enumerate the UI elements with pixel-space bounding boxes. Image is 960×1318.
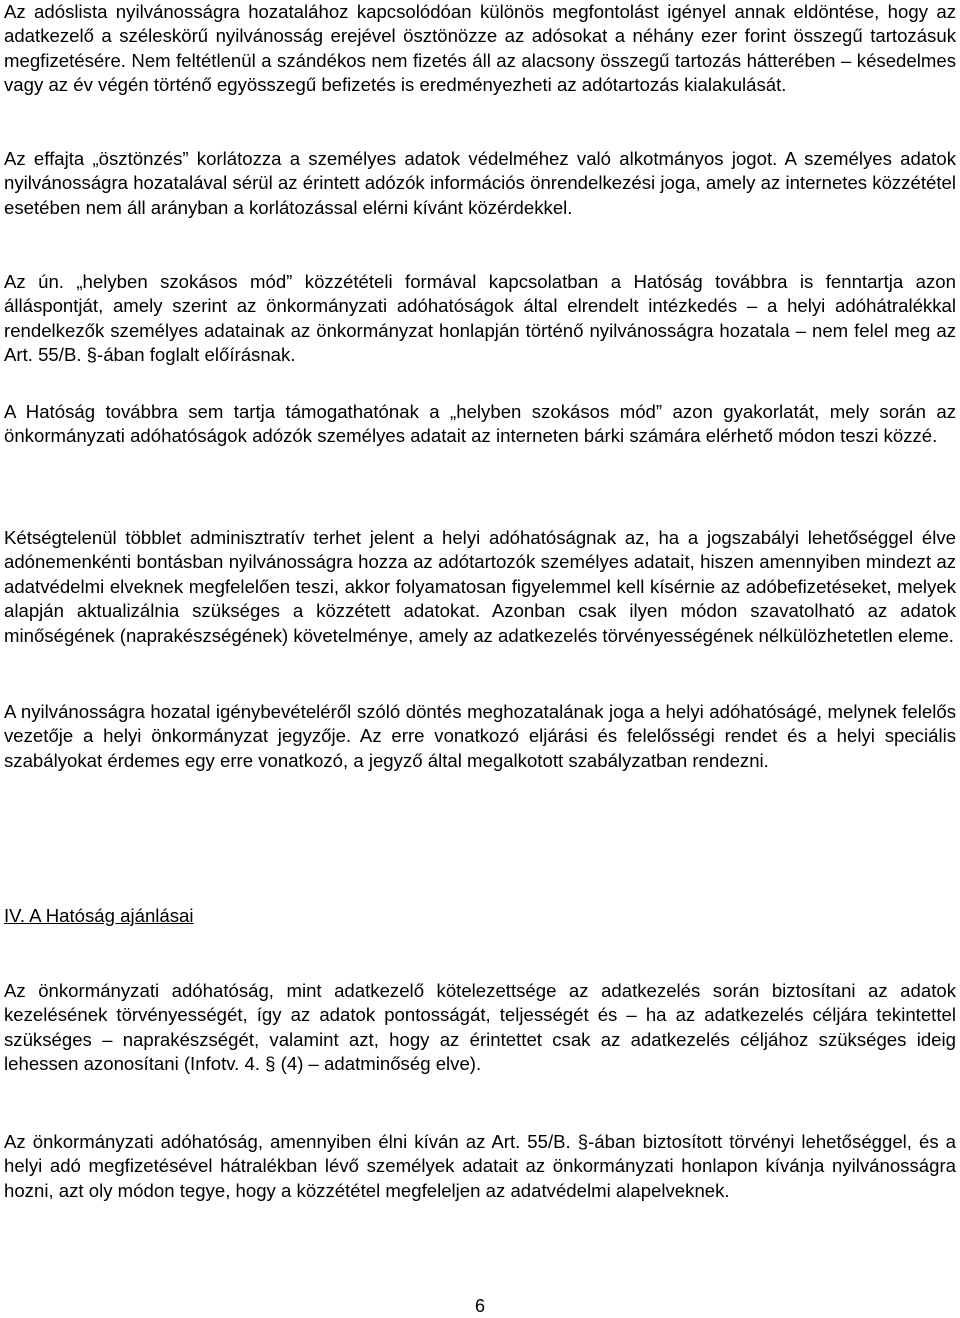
paragraph-admin-burden: Kétségtelenül többlet adminisztratív terhet jelent a helyi adóhatóságnak az, ha a jogszabályi lehetőséggel élve adónemenkénti bontásban nyilvánosságra hozza az adótartozók személyes adatait, hiszen amennyiben mindezt az adatvédelmi elveknek megfelelően teszi, akkor folyamatosan figyelemmel kell kísérnie az adóbefizetéseket, melyek alapján aktualizálnia szükséges a közzétett adatokat. Azonban csak ilyen módon szavatolható az adatok minőségének (naprakészségének) követelménye, amely az adatkezelés törvényességének nélkülözhetetlen eleme. (4, 527, 956, 646)
section-heading: IV. A Hatóság ajánlásai (4, 905, 194, 926)
paragraph-recommendation-1: Az önkormányzati adóhatóság, mint adatkezelő kötelezettsége az adatkezelés során biztosítani az adatok kezelésének törvényességét, így az adatok pontosságát, teljességét és – ha az adatkezelés céljára tekintettel szükséges – naprakészségét, valamint azt, hogy az érintettet csak az adatkezelés céljához szükséges ideig lehessen azonosítani (Infotv. 4. § (4) – adatminőség elve). (4, 980, 956, 1075)
paragraph-recommendation-2: Az önkormányzati adóhatóság, amennyiben élni kíván az Art. 55/B. §-ában biztosított törvényi lehetőséggel, és a helyi adó megfizetésével hátralékban lévő személyek adatait az önkormányzati honlapon kívánja nyilvánosságra hozni, azt oly módon tegye, hogy a közzététel megfeleljen az adatvédelmi alapelveknek. (4, 1131, 956, 1201)
paragraph-authority-position: A Hatóság továbbra sem tartja támogathatónak a „helyben szokásos mód” azon gyakorlatát, mely során az önkormányzati adóhatóságok adózók személyes adatait az interneten bárki számára elérhető módon teszi közzé. (4, 401, 956, 447)
paragraph-local-custom: Az ún. „helyben szokásos mód” közzétételi formával kapcsolatban a Hatóság továbbra is fenntartja azon álláspontját, amely szerint az önkormányzati adóhatóságok által elrendelt intézkedés – a helyi adóhátralékkal rendelkezők személyes adatainak az önkormányzat honlapján történő nyilvánosságra hozatala – nem felel meg az Art. 55/B. §-ában foglalt előírásnak. (4, 271, 956, 366)
paragraph-incentive: Az effajta „ösztönzés” korlátozza a személyes adatok védelméhez való alkotmányos jogot. A személyes adatok nyilvánosságra hozatalával sérül az érintett adózók információs önrendelkezési joga, amely az internetes közzététel esetében nem áll arányban a korlátozással elérni kívánt közérdekkel. (4, 148, 956, 218)
paragraph-decision-right: A nyilvánosságra hozatal igénybevételéről szóló döntés meghozatalának joga a helyi adóhatóságé, melynek felelős vezetője a helyi önkormányzat jegyzője. Az erre vonatkozó eljárási és felelősségi rendet és a helyi speciális szabályokat érdemes egy erre vonatkozó, a jegyző által megalkotott szabályzatban rendezni. (4, 701, 956, 771)
page-number: 6 (474, 1296, 485, 1316)
paragraph-debtor-list: Az adóslista nyilvánosságra hozatalához kapcsolódóan különös megfontolást igényel annak eldöntése, hogy az adatkezelő a széleskörű nyilvánosság erejével ösztönözze az adósokat a néhány ezer forint összegű tartozásuk megfizetésére. Nem feltétlenül a szándékos nem fizetés áll az alacsony összegű tartozás hátterében – késedelmes vagy az év végén történő egyösszegű befizetés is eredményezheti az adótartozás kialakulását. (4, 1, 956, 96)
